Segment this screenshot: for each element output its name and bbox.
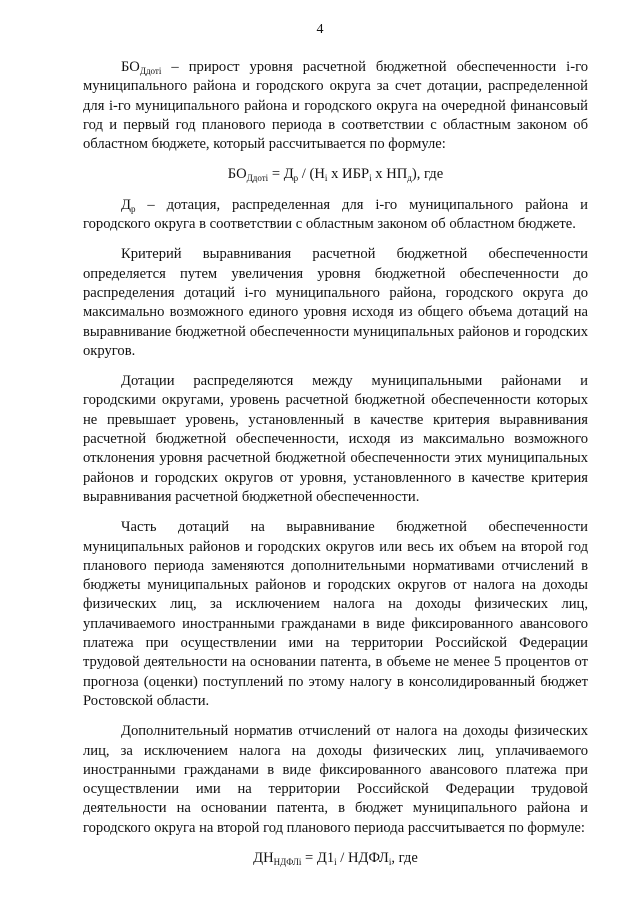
paragraph-replacement: Часть дотаций на выравнивание бюджетной обеспеченности муниципальных районов и городских округов или весь их объем на второй год планового периода заменяются дополнительными нормативами отчислений в бюджеты муниципальных районов и городских округов от налога на доходы физических лиц, за исключением налога на доходы физических лиц, уплачиваемого иностранными гражданами в виде фиксированного авансового платежа при осуществлении ими на территории Российской Федерации трудовой деятельности на основании патента, в объеме не менее 5 процентов от прогноза (оценки) поступлений по этому налогу в консолидированный бюджет Ростовской области. (83, 519, 588, 709)
formula-symbol: , где (391, 849, 418, 866)
formula-dn (83, 849, 588, 868)
formula-subscript: i (369, 173, 372, 184)
formula-subscript: Ддотi (246, 173, 269, 184)
term-d-subscript: р (130, 203, 136, 214)
formula-subscript: р (293, 173, 299, 184)
formula-symbol: = Д (268, 166, 294, 183)
formula-symbol: / (Н (298, 166, 325, 183)
formula-subscript: i (324, 173, 328, 184)
paragraph-additional-norm: Дополнительный норматив отчислений от налога на доходы физических лиц, за исключением налога на доходы физических лиц, уплачиваемого иностранными гражданами в виде фиксированного авансового платежа при осуществлении ими на территории Российской Федерации трудовой деятельности на основании патента, в бюджет муниципального района и городского округа на второй год планового периода рассчитывается по формуле: (83, 723, 588, 836)
page-number: 4 (316, 22, 324, 37)
formula-symbol: ), где (411, 166, 444, 183)
paragraph-bo-definition (83, 58, 588, 154)
formula-symbol: = Д1 (301, 849, 335, 866)
formula-symbol: ДН (253, 849, 274, 866)
paragraph-criterion: Критерий выравнивания расчетной бюджетной обеспеченности определяется путем увеличения уровня бюджетной обеспеченности до распределения дотаций i-го муниципального района, городского округа до максимально возможного единого уровня исходя из общего объема дотаций на выравнивание бюджетной обеспеченности муниципальных районов и городских округов. (83, 246, 588, 359)
formula-symbol: х НП (371, 166, 408, 183)
paragraph-distribution: Дотации распределяются между муниципальными районами и городскими округами, уровень расчетной бюджетной обеспеченности которых не превышает уровень, установленный в качестве критерия выравнивания расчетной бюджетной обеспеченности, исходя из максимально возможного отклонения уровня расчетной бюджетной обеспеченности этих муниципальных районов и городских округов от уровня, установленного в качестве критерия выравнивания расчетной бюджетной обеспеченности. (83, 373, 588, 505)
formula-bo (83, 165, 588, 184)
formula-symbol: х ИБР (327, 166, 370, 183)
term-bo: БО (121, 59, 140, 75)
formula-subscript: i (388, 856, 392, 867)
formula-symbol: / НДФЛ (336, 849, 389, 866)
formula-subscript: д (407, 173, 412, 184)
formula-symbol: БО (227, 166, 247, 183)
paragraph-dr-definition (83, 196, 588, 235)
term-d: Д (121, 196, 131, 213)
paragraph-text: – дотация, распределенная для i-го муниципального района и городского округа в соответствии с областным законом об областном бюджете. (83, 196, 588, 233)
paragraph-text: – прирост уровня расчетной бюджетной обеспеченности i-го муниципального района и городского округа за счет дотации, распределенной для i-го муниципального района и городского округа на очередной финансовый год и первый год планового периода в соответствии с областным законом об областном бюджете, который рассчитывается по формуле: (83, 59, 588, 153)
document-body (83, 58, 588, 879)
formula-subscript: i (334, 856, 337, 867)
term-bo-subscript: Ддотi (139, 66, 162, 76)
formula-subscript: НДФЛi (273, 856, 302, 867)
